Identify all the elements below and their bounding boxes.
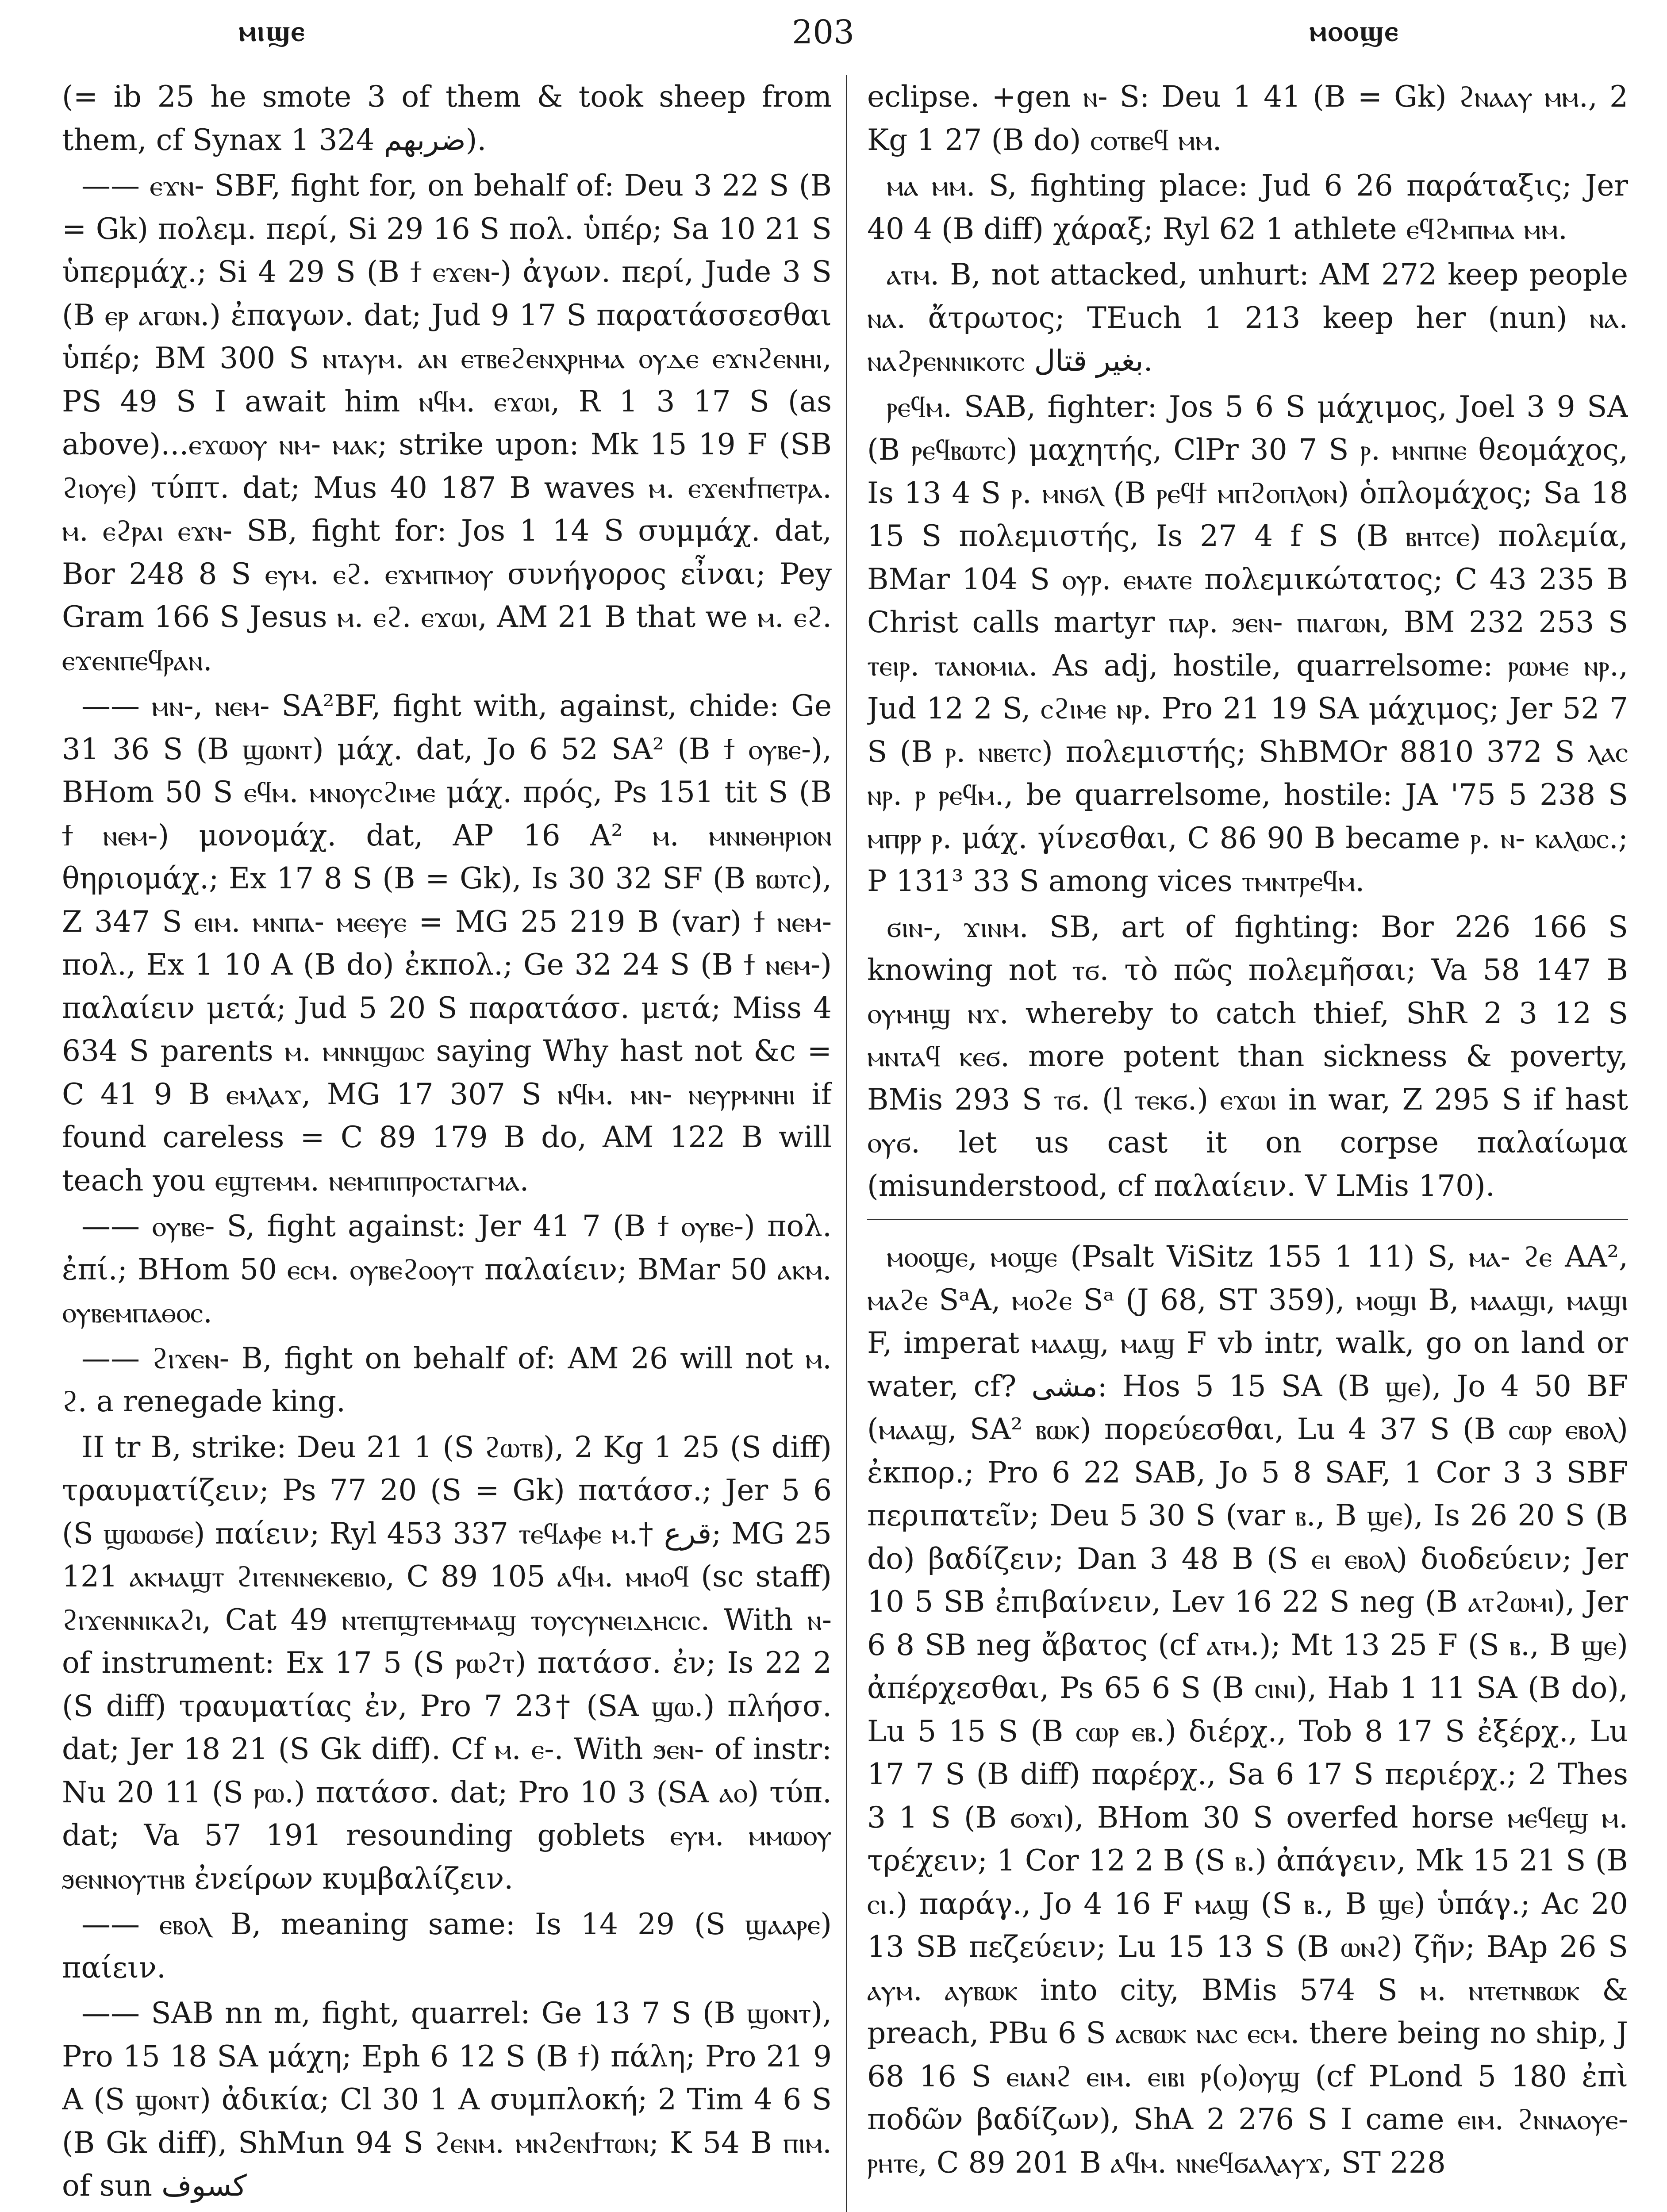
- entry-paragraph: —— ⲉⲃⲟⲗ B, meaning same: Is 14 29 (S ϣⲁⲁⲣⲉ) παίειν.: [62, 1907, 832, 1985]
- page-number: 203: [792, 13, 855, 51]
- entry-paragraph: ⲣⲉϥⲙ. SAB, fighter: Jos 5 6 S μάχιμος, Joel 3 9 SA (B ⲣⲉϥⲃⲱⲧⲥ) μαχητής, ClPr 30 7 S ⲣ. ⲙⲛⲡⲛⲉ θεομάχος, Is 13 4 S ⲣ. ⲙⲛϭⲗ (B ⲣⲉϥϯ ⲙⲡϩⲟⲡⲗⲟⲛ) ὁπλομάχος; Sa 18 15 S πολεμιστής, Is 27 4 f S (B ⲃⲏⲧⲥⲉ) πολεμία, BMar 104 S ⲟⲩⲣ. ⲉⲙⲁⲧⲉ πολεμικώτατος; C 43 235 B Christ calls martyr ⲡⲁⲣ. ϧⲉⲛ- ⲡⲓⲁⲅⲱⲛ, BM 232 253 S ⲧⲉⲓⲣ. ⲧⲁⲛⲟⲙⲓⲁ. As adj, hostile, quarrelsome: ⲣⲱⲙⲉ ⲛⲣ., Jud 12 2 S, ⲥϩⲓⲙⲉ ⲛⲣ. Pro 21 19 SA μάχιμος; Jer 52 7 S (B ⲣ. ⲛⲃⲉⲧⲥ) πολεμιστής; ShBMOr 8810 372 S ⲗⲁⲥ ⲛⲣ. ⲣ ⲣⲉϥⲙ., be quarrelsome, hostile: JA '75 5 238 S ⲙⲡⲣⲣ ⲣ. μάχ. γίνεσθαι, C 86 90 B became ⲣ. ⲛ- ⲕⲁⲗⲱⲥ.; P 131³ 33 S among vices ⲧⲙⲛⲧⲣⲉϥⲙ.: [867, 389, 1628, 898]
- right-column: [867, 75, 1628, 2212]
- entry-paragraph: II tr B, strike: Deu 21 1 (S ϩⲱⲧⲃ), 2 Kg 1 25 (S diff) τραυματίζειν; Ps 77 20 (S = Gk) πατάσσ.; Jer 5 6 (S ϣⲱⲱϭⲉ) παίειν; Ryl 453 337 ⲧⲉϥⲁⲫⲉ ⲙ.† قرع; MG 25 121 ⲁⲕⲙⲁϣⲧ ϩⲓⲧⲉⲛⲛⲉⲕⲉⲃⲓⲟ, C 89 105 ⲁϥⲙ. ⲙⲙⲟϥ (sc staff) ϩⲓϫⲉⲛⲛⲓⲕⲁϩⲓ, Cat 49 ⲛⲧⲉⲡϣⲧⲉⲙⲙⲁϣ ⲧⲟⲩⲥⲩⲛⲉⲓⲇⲏⲥⲓⲥ. With ⲛ- of instrument: Ex 17 5 (S ⲣⲱϩⲧ) πατάσσ. ἐν; Is 22 2 (S diff) τραυματίας ἐν, Pro 7 23† (SA ϣⲱ.) πλήσσ. dat; Jer 18 21 (S Gk diff). Cf ⲙ. ⲉ-. With ϧⲉⲛ- of instr: Nu 20 11 (S ⲣⲱ.) πατάσσ. dat; Pro 10 3 (SA ⲁⲟ) τύπ. dat; Va 57 191 resounding goblets ⲉⲩⲙ. ⲙⲙⲱⲟⲩ ϧⲉⲛⲛⲟⲩⲧⲏⲃ ἐνείρων κυμβαλίζειν.: [62, 1430, 832, 1896]
- left-running-headword: ⲙⲓϣⲉ: [239, 13, 306, 48]
- right-running-headword: ⲙⲟⲟϣⲉ: [1310, 13, 1399, 48]
- entry-paragraph: —— ⲉϫⲛ- SBF, fight for, on behalf of: Deu 3 22 S (B = Gk) πολεμ. περί, Si 29 16 S πολ. ὑπέρ; Sa 10 21 S ὑπερμάχ.; Si 4 29 S (B ϯ ⲉϫⲉⲛ-) ἀγων. περί, Jude 3 S (B ⲉⲣ ⲁⲅⲱⲛ.) ἐπαγων. dat; Jud 9 17 S παρατάσσεσθαι ὑπέρ; BM 300 S ⲛⲧⲁⲩⲙ. ⲁⲛ ⲉⲧⲃⲉϩⲉⲛⲭⲣⲏⲙⲁ ⲟⲩⲇⲉ ⲉϫⲛϩⲉⲛⲏⲓ, PS 49 S I await him ⲛϥⲙ. ⲉϫⲱⲓ, R 1 3 17 S (as above)...ⲉϫⲱⲟⲩ ⲛⲙ- ⲙⲁⲕ; strike upon: Mk 15 19 F (SB ϩⲓⲟⲩⲉ) τύπτ. dat; Mus 40 187 B waves ⲙ. ⲉϫⲉⲛϯⲡⲉⲧⲣⲁ. ⲙ. ⲉϩⲣⲁⲓ ⲉϫⲛ- SB, fight for: Jos 1 14 S συμμάχ. dat, Bor 248 8 S ⲉⲩⲙ. ⲉϩ. ⲉϫⲙⲡⲙⲟⲩ συνήγορος εἶναι; Pey Gram 166 S Jesus ⲙ. ⲉϩ. ⲉϫⲱⲓ, AM 21 B that we ⲙ. ⲉϩ. ⲉϫⲉⲛⲡⲉϥⲣⲁⲛ.: [62, 169, 832, 677]
- entry-paragraph: —— ϩⲓϫⲉⲛ- B, fight on behalf of: AM 26 will not ⲙ. ϩ. a renegade king.: [62, 1341, 832, 1418]
- entry-paragraph: ϭⲓⲛ-, ϫⲓⲛⲙ. SB, art of fighting: Bor 226 166 S knowing not ⲧϭ. τὸ πῶς πολεμῆσαι; Va 58 147 B ⲟⲩⲙⲏϣ ⲛϫ. whereby to catch thief, ShR 2 3 12 S ⲙⲛⲧⲁϥ ⲕⲉϭ. more potent than sickness & poverty, BMis 293 S ⲧϭ. (l ⲧⲉⲕϭ.) ⲉϫⲱⲓ in war, Z 295 S if hast ⲟⲩϭ. let us cast it on corpse παλαίωμα (misunderstood, cf παλαίειν. V LMis 170).: [867, 910, 1628, 1203]
- page-header: [0, 13, 1667, 66]
- headword-entry: ⲙⲟⲟϣⲉ, ⲙⲟϣⲉ (Psalt ViSitz 155 1 11) S, ⲙⲁ- ϩⲉ AA², ⲙⲁϩⲉ SᵃA, ⲙⲟϩⲉ Sᵃ (J 68, ST 359), ⲙⲟϣⲓ B, ⲙⲁⲁϣⲓ, ⲙⲁϣⲓ F, imperat ⲙⲁⲁϣ, ⲙⲁϣ F vb intr, walk, go on land or water, cf? مشى: Hos 5 15 SA (B ϣⲉ), Jo 4 50 BF (ⲙⲁⲁϣ, SA² ⲃⲱⲕ) πορεύεσθαι, Lu 4 37 S (B ⲥⲱⲣ ⲉⲃⲟⲗ) ἐκπορ.; Pro 6 22 SAB, Jo 5 8 SAF, 1 Cor 3 3 SBF περιπατεῖν; Deu 5 30 S (var ⲃ., B ϣⲉ), Is 26 20 S (B do) βαδίζειν; Dan 3 48 B (S ⲉⲓ ⲉⲃⲟⲗ) διοδεύειν; Jer 10 5 SB ἐπιβαίνειν, Lev 16 22 S neg (B ⲁⲧϩⲱⲙⲓ), Jer 6 8 SB neg ἄβατος (cf ⲁⲧⲙ.); Mt 13 25 F (S ⲃ., B ϣⲉ) ἀπέρχεσθαι, Ps 65 6 S (B ⲥⲓⲛⲓ), Hab 1 11 SA (B do), Lu 5 15 S (B ⲥⲱⲣ ⲉⲃ.) διέρχ., Tob 8 17 S ἐξέρχ., Lu 17 7 S (B diff) παρέρχ., Sa 6 17 S περιέρχ.; 2 Thes 3 1 S (B ϭⲟϫⲓ), BHom 30 S overfed horse ⲙⲉϥⲉϣ ⲙ. τρέχειν; 1 Cor 12 2 B (S ⲃ.) ἀπάγειν, Mk 15 21 S (B ⲥⲓ.) παράγ., Jo 4 16 F ⲙⲁϣ (S ⲃ., B ϣⲉ) ὑπάγ.; Ac 20 13 SB πεζεύειν; Lu 15 13 S (B ⲱⲛϩ) ζῆν; BAp 26 S ⲁⲩⲙ. ⲁⲩⲃⲱⲕ into city, BMis 574 S ⲙ. ⲛⲧⲉⲧⲛⲃⲱⲕ & preach, PBu 6 S ⲁⲥⲃⲱⲕ ⲛⲁⲥ ⲉⲥⲙ. there being no ship, J 68 16 S ⲉⲓⲁⲛϩ ⲉⲓⲙ. ⲉⲓⲃⲓ ⲣ(ⲟ)ⲟⲩϣ (cf PLond 5 180 ἐπὶ ποδῶν βαδίζων), ShA 2 276 S I came ⲉⲓⲙ. ϩⲛⲛⲁⲟⲩⲉ- ⲣⲏⲧⲉ, C 89 201 B ⲁϥⲙ. ⲛⲛⲉϥϭⲁⲗⲁⲩϫ, ST 228: [867, 1240, 1628, 2180]
- entry-paragraph: (= ib 25 he smote 3 of them & took sheep from them, cf Synax 1 324 ضربهم).: [62, 80, 832, 157]
- left-column: [62, 75, 832, 2212]
- column-divider: [846, 75, 847, 2212]
- entry-paragraph: —— ⲙⲛ-, ⲛⲉⲙ- SA²BF, fight with, against, chide: Ge 31 36 S (B ϣⲱⲛⲧ) μάχ. dat, Jo 6 52 SA² (B ϯ ⲟⲩⲃⲉ-), BHom 50 S ⲉϥⲙ. ⲙⲛⲟⲩⲥϩⲓⲙⲉ μάχ. πρός, Ps 151 tit S (B ϯ ⲛⲉⲙ-) μονομάχ. dat, AP 16 A² ⲙ. ⲙⲛⲛⲑⲏⲣⲓⲟⲛ θηριομάχ.; Ex 17 8 S (B = Gk), Is 30 32 SF (B ⲃⲱⲧⲥ), Z 347 S ⲉⲓⲙ. ⲙⲛⲡⲁ- ⲙⲉⲉⲩⲉ = MG 25 219 B (var) ϯ ⲛⲉⲙ- πολ., Ex 1 10 A (B do) ἐκπολ.; Ge 32 24 S (B ϯ ⲛⲉⲙ-) παλαίειν μετά; Jud 5 20 S παρατάσσ. μετά; Miss 4 634 S parents ⲙ. ⲙⲛⲛϣⲱⲥ saying Why hast not &c = C 41 9 B ⲉⲙⲗⲁϫ, MG 17 307 S ⲛϥⲙ. ⲙⲛ- ⲛⲉⲩⲣⲙⲛⲏⲓ if found careless = C 89 179 B do, AM 122 B will teach you ⲉϣⲧⲉⲙⲙ. ⲛⲉⲙⲡⲓⲡⲣⲟⲥⲧⲁⲅⲙⲁ.: [62, 689, 832, 1198]
- entry-paragraph: eclipse. +gen ⲛ- S: Deu 1 41 (B = Gk) ϩⲛⲁⲁⲩ ⲙⲙ., 2 Kg 1 27 (B do) ⲥⲟⲧⲃⲉϥ ⲙⲙ.: [867, 80, 1628, 157]
- entry-paragraph: —— ⲟⲩⲃⲉ- S, fight against: Jer 41 7 (B ϯ ⲟⲩⲃⲉ-) πολ. ἐπί.; BHom 50 ⲉⲥⲙ. ⲟⲩⲃⲉϩⲟⲟⲩⲧ παλαίειν; BMar 50 ⲁⲕⲙ. ⲟⲩⲃⲉⲙⲡⲁⲑⲟⲥ.: [62, 1209, 832, 1329]
- entry-paragraph: ⲙⲁ ⲙⲙ. S, fighting place: Jud 6 26 παράταξις; Jer 40 4 (B diff) χάραξ; Ryl 62 1 athlete ⲉϥϩⲙⲡⲙⲁ ⲙⲙ.: [867, 169, 1628, 246]
- entry-paragraph: —— SAB nn m, fight, quarrel: Ge 13 7 S (B ϣⲟⲛⲧ), Pro 15 18 SA μάχη; Eph 6 12 S (B ϯ) πάλη; Pro 21 9 A (S ϣⲟⲛⲧ) ἀδικία; Cl 30 1 A συμπλοκή; 2 Tim 4 6 S (B Gk diff), ShMun 94 S ϩⲉⲛⲙ. ⲙⲛϩⲉⲛϯⲧⲱⲛ; K 54 B ⲡⲓⲙ. of sun كسوف: [62, 1996, 832, 2203]
- entry-paragraph: ⲁⲧⲙ. B, not attacked, unhurt: AM 272 keep people ⲛⲁ. ἄτρωτος; TEuch 1 213 keep her (nun) ⲛⲁ. ⲛⲁϩⲣⲉⲛⲛⲓⲕⲟⲧⲥ بغير قتال.: [867, 257, 1628, 378]
- entry-separator: [867, 1219, 1628, 1220]
